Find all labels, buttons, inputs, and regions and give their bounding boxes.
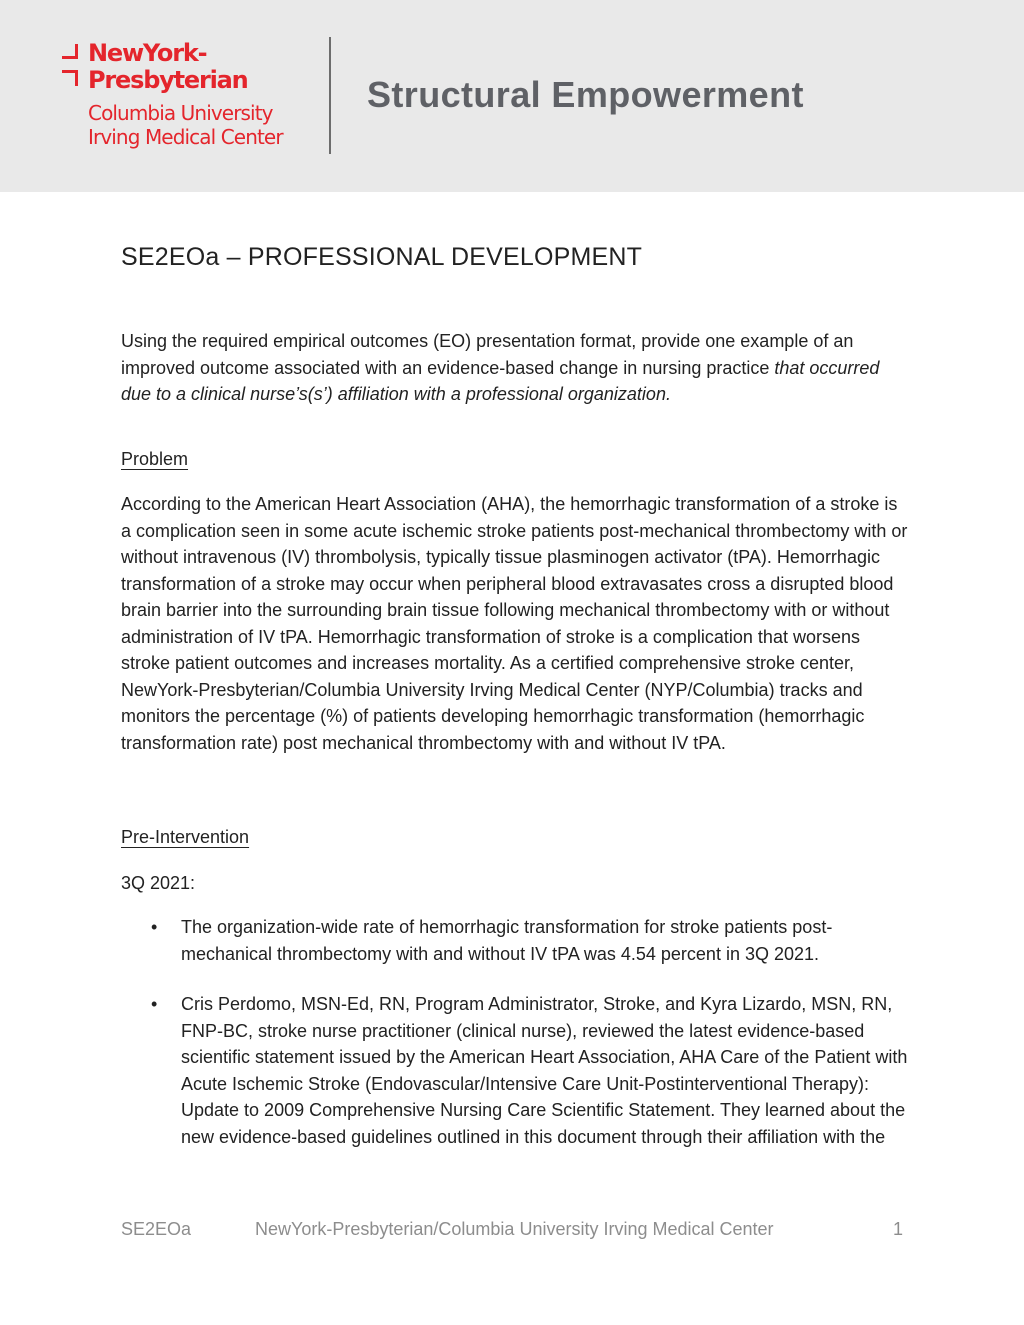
intro-paragraph [121,328,911,408]
footer-document-code: SE2EOa [121,1219,192,1239]
nyp-logo-mark-icon [58,44,80,88]
header-title: Structural Empowerment [367,74,804,115]
document-title: SE2EOa – PROFESSIONAL DEVELOPMENT [121,243,643,271]
logo-line-3: Columbia University [88,101,273,125]
bullet-icon: • [151,994,158,1014]
pre-intervention-heading: Pre-Intervention [121,827,250,847]
bullet-text: The organization-wide rate of hemorrhagic transformation for stroke patients post-mechanical thrombectomy with and without IV tPA was 4.54 percent in 3Q 2021. [181,917,833,964]
intro-italic-text: that occurred due to a clinical nurse’s(s’) affiliation with a professional organization. [121,357,880,404]
bullet-text: Cris Perdomo, MSN-Ed, RN, Program Administrator, Stroke, and Kyra Lizardo, MSN, RN, FNP-BC, stroke nurse practitioner (clinical nurse), reviewed the latest evidence-based scientific statement issued by the American Heart Association, AHA Care of the Patient with Acute Ischemic Stroke (Endovascular/Intensive Care Unit-Postinterventional Therapy): Update to 2009 Comprehensive Nursing Care Scientific Statement. They learned about the new evidence-based guidelines outlined in this document through their affiliation with the [181,994,908,1147]
logo-line-2: Presbyterian [88,66,248,94]
logo-wordmark [88,40,248,94]
header-divider [329,37,331,154]
logo-line-1: NewYork- [88,39,207,67]
footer-organization: NewYork-Presbyterian/Columbia University Irving Medical Center [255,1219,774,1239]
list-item [121,991,911,1150]
footer-page-number: 1 [893,1219,904,1239]
bullet-icon: • [151,917,158,937]
problem-paragraph: According to the American Heart Association (AHA), the hemorrhagic transformation of a stroke is a complication seen in some acute ischemic stroke patients post-mechanical thrombectomy with or without intravenous (IV) thrombolysis, typically tissue plasminogen activator (tPA). Hemorrhagic transformation of a stroke may occur when peripheral blood extravasates cross a disrupted blood brain barrier into the surrounding brain tissue following mechanical thrombectomy with or without administration of IV tPA. Hemorrhagic transformation of stroke is a complication that worsens stroke patient outcomes and increases mortality. As a certified comprehensive stroke center, NewYork-Presbyterian/Columbia University Irving Medical Center (NYP/Columbia) tracks and monitors the percentage (%) of patients developing hemorrhagic transformation (hemorrhagic transformation rate) post mechanical thrombectomy with and without IV tPA. [121,494,908,753]
problem-heading: Problem [121,449,189,469]
pre-intervention-bullet-list [121,914,911,1174]
list-item [121,914,911,967]
page-header [0,0,1024,192]
pre-intervention-period: 3Q 2021: [121,873,196,893]
logo-subtitle [88,101,283,149]
logo-line-4: Irving Medical Center [88,125,283,149]
intro-text: Using the required empirical outcomes (EO) presentation format, provide one example of an improved outcome associated with an evidence-based change in nursing practice [121,331,854,378]
